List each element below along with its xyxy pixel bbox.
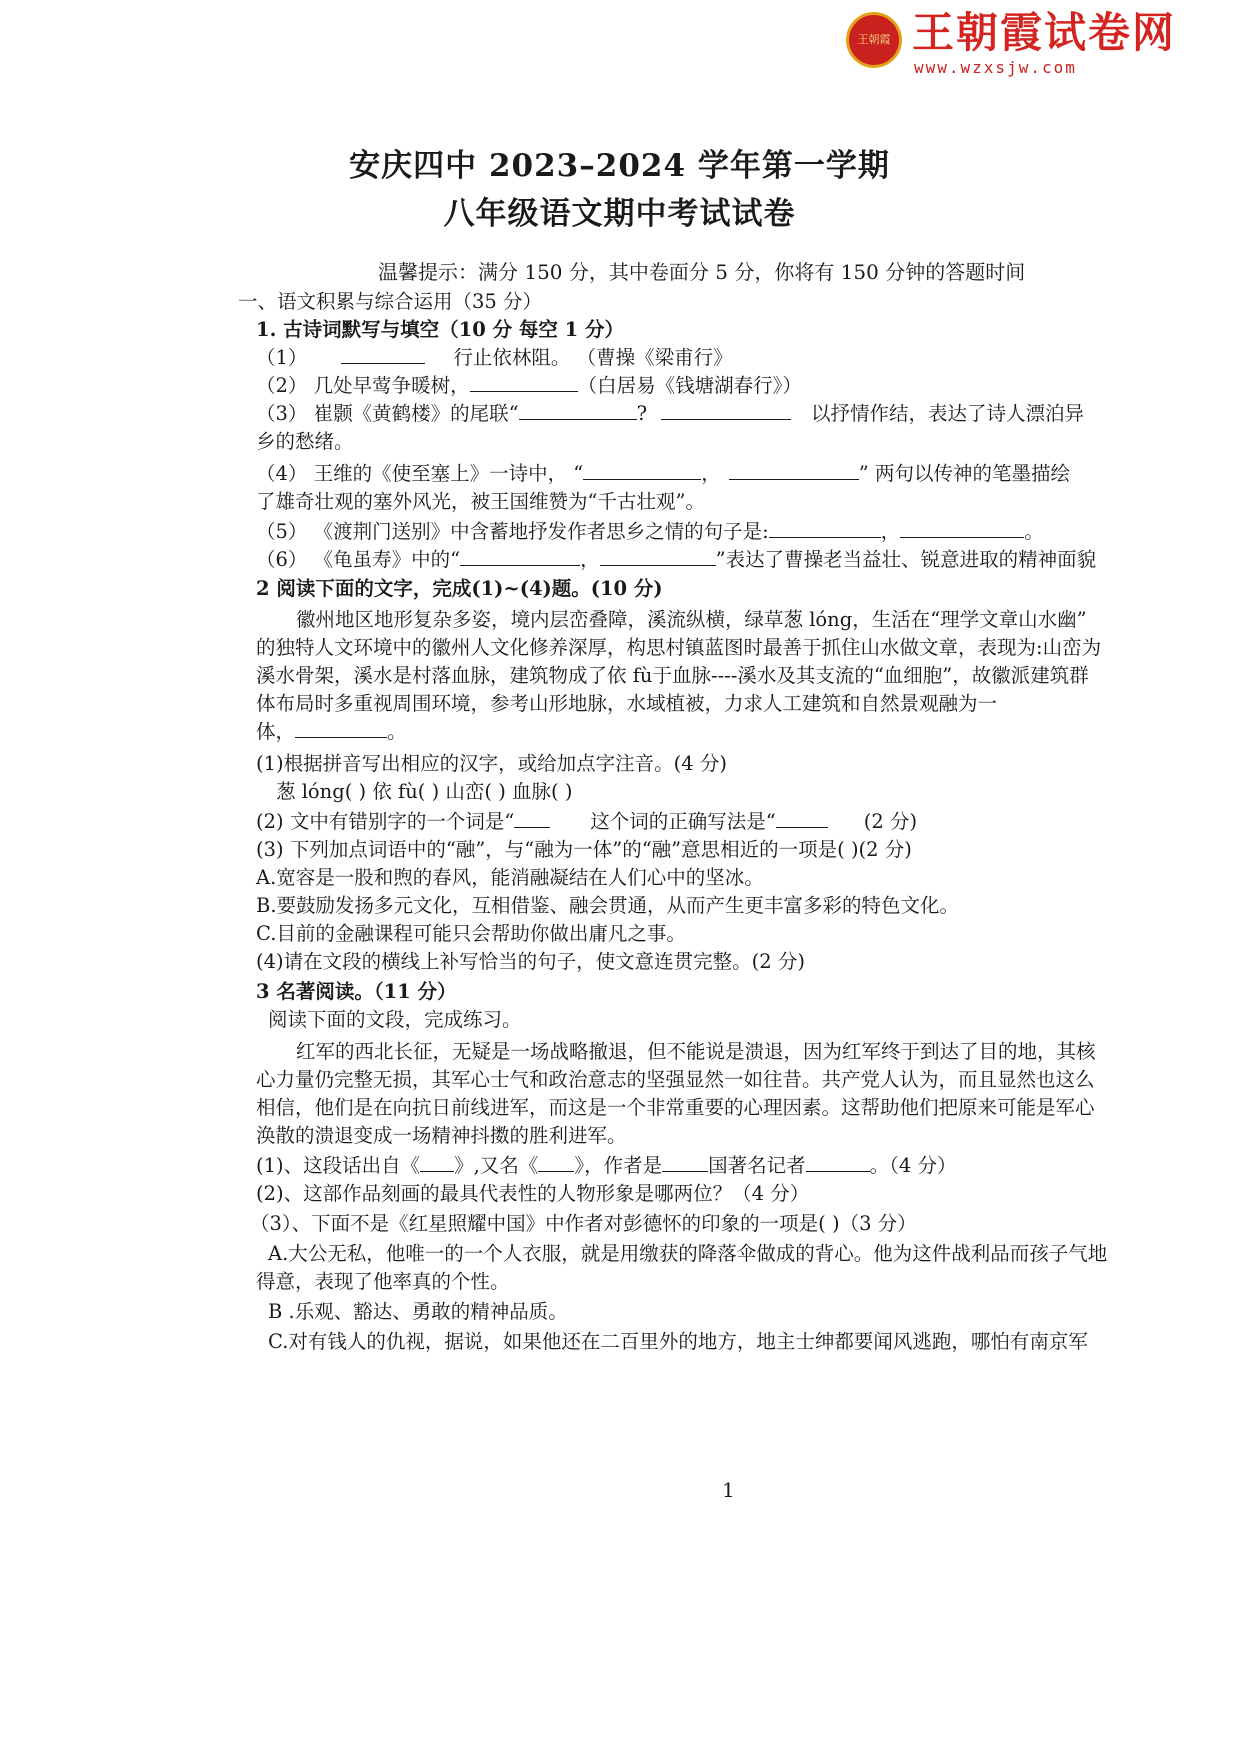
choice-a: A.宽容是一股和煦的春风，能消融凝结在人们心中的坚冰。 [256, 866, 764, 889]
question-line: （3） 崔颢《黄鹤楼》的尾联“ ? 以抒情作结，表达了诗人漂泊异 [256, 402, 1085, 425]
passage-line: 溪水骨架，溪水是村落血脉，建筑物成了依 fù于血脉----溪水及其支流的“血细胞”，故徽派建筑群 [256, 664, 1089, 687]
answer-blank[interactable] [538, 1153, 574, 1172]
answer-blank[interactable] [341, 345, 425, 364]
answer-blank[interactable] [470, 373, 578, 392]
passage-line: 相信，他们是在向抗日前线进军，而这是一个非常重要的心理因素。这帮助他们把原来可能是军心 [256, 1096, 1095, 1119]
question-heading: 2 阅读下面的文字，完成(1)~(4)题。(10 分) [256, 577, 663, 600]
exam-title-line1: 安庆四中 2023–2024 学年第一学期 [349, 148, 890, 184]
choice-b: B .乐观、豁达、勇敢的精神品质。 [268, 1300, 568, 1323]
passage-line: 红军的西北长征，无疑是一场战略撤退，但不能说是溃退，因为红军终于到达了目的地，其核 [296, 1040, 1096, 1063]
passage-intro: 阅读下面的文段，完成练习。 [268, 1008, 522, 1031]
choice-a: A.大公无私，他唯一的一个人衣服，就是用缴获的降落伞做成的背心。他为这件战利品而孩子气地 [268, 1242, 1108, 1265]
brand-url: www.wzxsjw.com [914, 58, 1077, 77]
subquestion-line: 葱 lóng( ) 依 fù( ) 山峦( ) 血脉( ) [276, 780, 573, 803]
subquestion: (4)请在文段的横线上补写恰当的句子，使文意连贯完整。(2 分) [256, 950, 805, 973]
answer-blank[interactable] [776, 809, 828, 828]
question-heading: 3 名著阅读。（11 分） [256, 980, 457, 1003]
subquestion: (2)、这部作品刻画的最具代表性的人物形象是哪两位？（4 分） [256, 1182, 810, 1205]
passage-line: 体， 。 [256, 720, 407, 743]
question-line: （1） 行止依林阻。 （曹操《梁甫行》 [256, 346, 733, 369]
subquestion: (1)根据拼音写出相应的汉字，或给加点字注音。(4 分) [256, 752, 727, 775]
choice-a-cont: 得意，表现了他率真的个性。 [256, 1270, 510, 1293]
site-logo [846, 8, 1177, 77]
choice-c: C.目前的金融课程可能只会帮助你做出庸凡之事。 [256, 922, 686, 945]
passage-line: 徽州地区地形复杂多姿，境内层峦叠障，溪流纵横，绿草葱 lóng，生活在“理学文章山水幽” [296, 608, 1087, 631]
subquestion: (2) 文中有错别字的一个词是“ 这个词的正确写法是“ (2 分) [256, 810, 918, 833]
answer-blank[interactable] [900, 519, 1024, 538]
subquestion: (3) 下列加点词语中的“融”，与“融为一体”的“融”意思相近的一项是( )(2 分) [256, 838, 912, 861]
answer-blank[interactable] [806, 1153, 870, 1172]
question-line: 了雄奇壮观的塞外风光，被王国维赞为“千古壮观”。 [256, 490, 705, 513]
choice-b: B.要鼓励发扬多元文化，互相借鉴、融会贯通，从而产生更丰富多彩的特色文化。 [256, 894, 960, 917]
passage-line: 涣散的溃退变成一场精神抖擞的胜利进军。 [256, 1124, 627, 1147]
brand-name: 王朝霞试卷网 [912, 8, 1177, 57]
answer-blank[interactable] [769, 519, 881, 538]
answer-blank[interactable] [583, 461, 701, 480]
question-line: （4） 王维的《使至塞上》一诗中， “ ， ” 两句以传神的笔墨描绘 [256, 462, 1070, 485]
answer-blank[interactable] [514, 809, 550, 828]
question-line: （2） 几处早莺争暖树， （白居易《钱塘湖春行》） [256, 374, 802, 397]
answer-blank[interactable] [295, 719, 387, 738]
question-heading: 1. 古诗词默写与填空（10 分 每空 1 分） [256, 318, 625, 341]
page-number: 1 [722, 1478, 735, 1502]
answer-blank[interactable] [420, 1153, 454, 1172]
question-line: （5） 《渡荆门送别》中含蓄地抒发作者思乡之情的句子是: ， 。 [256, 520, 1044, 543]
question-line: （6） 《龟虽寿》中的“ ， ”表达了曹操老当益壮、锐意进取的精神面貌 [256, 548, 1097, 571]
passage-line: 心力量仍完整无损，其军心士气和政治意志的坚强显然一如往昔。共产党人认为，而且显然也这么 [256, 1068, 1095, 1091]
exam-title-line2: 八年级语文期中考试试卷 [443, 196, 796, 232]
subquestion: （3）、下面不是《红星照耀中国》中作者对彭德怀的印象的一项是( )（3 分） [250, 1212, 917, 1235]
answer-blank[interactable] [600, 547, 716, 566]
answer-blank[interactable] [662, 1153, 708, 1172]
section-heading: 一、语文积累与综合运用（35 分） [238, 290, 543, 313]
seal-icon: 王朝霞 [846, 12, 902, 68]
answer-blank[interactable] [729, 461, 859, 480]
passage-line: 体布局时多重视周围环境，参考山形地脉，水域植被，力求人工建筑和自然景观融为一 [256, 692, 998, 715]
answer-blank[interactable] [460, 547, 580, 566]
question-line: 乡的愁绪。 [256, 430, 354, 453]
notice: 温馨提示：满分 150 分，其中卷面分 5 分，你将有 150 分钟的答题时间 [378, 260, 1026, 284]
choice-c: C.对有钱人的仇视，据说，如果他还在二百里外的地方，地主士绅都要闻风逃跑，哪怕有南京军 [268, 1330, 1088, 1353]
answer-blank[interactable] [519, 401, 637, 420]
passage-line: 的独特人文环境中的徽州人文化修养深厚，构思村镇蓝图时最善于抓住山水做文章，表现为:山峦为 [256, 636, 1102, 659]
subquestion: (1)、这段话出自《 》,又名《 》，作者是 国著名记者 。（4 分） [256, 1154, 957, 1177]
answer-blank[interactable] [661, 401, 791, 420]
